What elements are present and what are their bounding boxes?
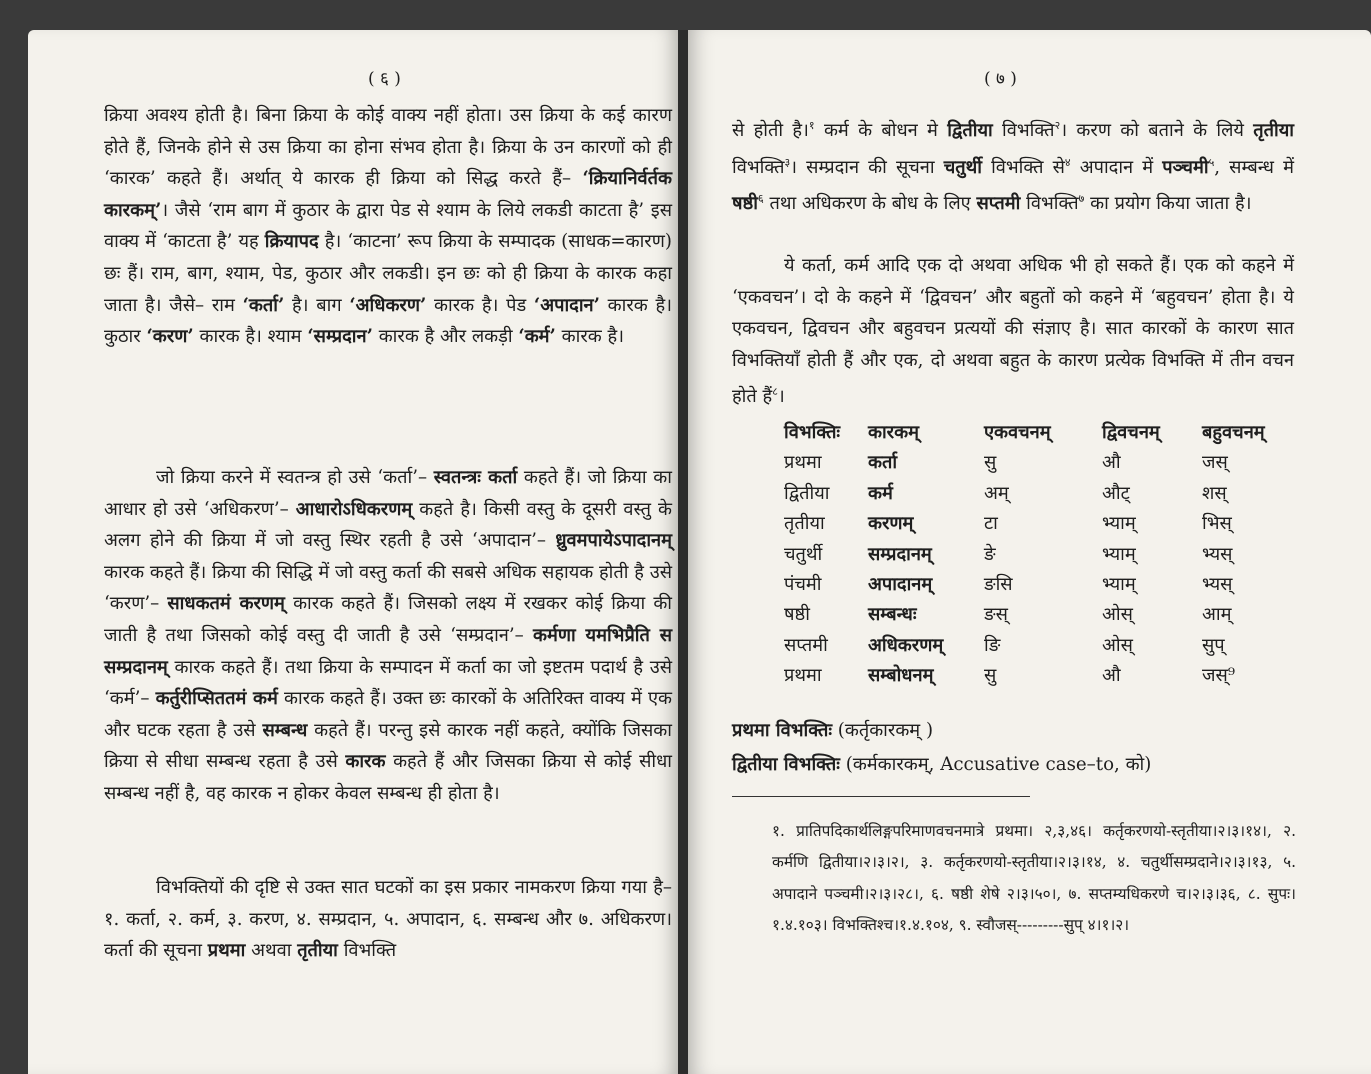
text-run: विभक्ति से (981, 156, 1065, 178)
vibhakti-table (784, 420, 1302, 694)
table-cell: प्रथमा (784, 452, 822, 474)
paragraph-karaka-intro (104, 100, 672, 353)
bold-term: आधारोऽधिकरणम् (295, 498, 413, 520)
table-cell: जस् (1202, 452, 1228, 474)
table-row (784, 511, 1302, 541)
text-run: है। ‘काटना’ रूप क्रिया के सम्पादक (साधक=कारण) छः हैं। राम, बाग, श्याम, पेड, कुठार और लकडी। इन छः को ही क्रिया के कारक कहा जाता है। जैसे– राम (104, 231, 672, 316)
right-page (688, 30, 1371, 1074)
table-cell: सम्बन्धः (868, 604, 917, 626)
text-run: विभक्ति (992, 120, 1055, 142)
table-cell: सप्तमी (784, 634, 828, 656)
text-run: कहते हैं और जिसका क्रिया से कोई सीधा सम्बन्ध नहीं है, वह कारक न होकर केवल सम्बन्ध ही होता है। (104, 751, 672, 804)
text-run: विभक्ति (732, 156, 785, 178)
text-run: कारक कहते हैं। उक्त छः कारकों के अतिरिक्त वाक्य में एक और घटक रहता है उसे (104, 688, 672, 741)
bold-term: तृतीया (1253, 120, 1294, 142)
table-cell: भ्यस् (1202, 543, 1233, 565)
text-run: कहते है। किसी वस्तु के दूसरी वस्तु के अलग होने की क्रिया में जो वस्तु स्थिर रहती है उसे ‘अपादान’– (104, 498, 673, 552)
table-cell: औ (1102, 452, 1121, 474)
left-page (28, 30, 680, 1074)
table-cell: पंचमी (784, 573, 822, 595)
table-cell: भ्याम् (1102, 513, 1136, 535)
table-header-cell: कारकम् (868, 422, 919, 443)
dvitiya-vibhakti-line (732, 752, 1151, 776)
vibhakti-label: प्रथमा विभक्तिः (732, 720, 832, 741)
table-cell: भ्याम् (1102, 543, 1136, 565)
footnote-marker: ४ (1064, 155, 1071, 169)
text-run: कारक है और लकड़ी (372, 326, 519, 348)
text-run: से होती है। (732, 120, 809, 142)
text-run: , सम्बन्ध में (1214, 156, 1294, 178)
footnote-marker: ५ (1208, 155, 1215, 169)
table-cell: औट् (1102, 482, 1130, 504)
table-cell: सम्बोधनम् (868, 665, 934, 687)
table-row (784, 572, 1302, 602)
footnote-divider (732, 796, 1030, 797)
bold-term: सप्तमी (976, 193, 1021, 215)
footnote-marker: ७ (1078, 192, 1085, 206)
text-run: कारक है। पेड (426, 294, 534, 316)
text-run: कहते हैं। जो क्रिया का आधार हो उसे ‘अधिकरण’– (104, 467, 672, 520)
table-cell: अधिकरणम् (868, 634, 944, 656)
table-cell: चतुर्थी (784, 543, 823, 565)
text-run: जो क्रिया करने में स्वतन्त्र हो उसे ‘कर्ता’– (156, 467, 434, 488)
page-number: ( ७ ) (984, 69, 1017, 89)
bold-term: द्वितीया (947, 120, 993, 142)
text-run: कारक कहते हैं। क्रिया की सिद्धि में जो वस्तु कर्ता की सबसे अधिक सहायक होती है उसे ‘करण’– (104, 561, 672, 615)
bold-term: कारक (345, 751, 386, 773)
text-run: अथवा (245, 940, 298, 962)
footnote-marker: ६ (757, 192, 764, 206)
bold-term: षष्ठी (732, 193, 758, 215)
text-run: कारक कहते हैं। जिसको लक्ष्य में रखकर कोई क्रिया की जाती है तथा जिसको कोई वस्तु दी जाती है उसे ‘सम्प्रदान’– (104, 593, 673, 646)
text-run: विभक्ति (1020, 193, 1079, 215)
text-run: ये कर्ता, कर्म आदि एक दो अथवा अधिक भी हो सकते हैं। एक को कहने में ‘एकवचन’। दो के कहने में ‘द्विवचन’ और बहुतों को कहने में ‘बहुवचन’ होता है। ये एकवचन, द्विवचन और बहुवचन प्रत्ययों की संज्ञाए है। सात कारकों के कारण सात विभक्तियाँ होती हैं और एक, दो अथवा बहुत के कारण प्रत्येक विभक्ति में तीन वचन होते हैं (732, 255, 1294, 408)
table-header-row (784, 420, 1302, 450)
table-cell: सम्प्रदानम् (868, 543, 932, 565)
text-run: तथा अधिकरण के बोध के लिए (763, 193, 977, 215)
bold-term: ‘अपादान’ (533, 294, 600, 316)
bold-term: पञ्चमी (1162, 156, 1209, 178)
vibhakti-label: द्वितीया विभक्तिः (732, 754, 840, 775)
text-run: कहते हैं। परन्तु इसे कारक नहीं कहते, क्योंकि जिसका क्रिया से सीधा सम्बन्ध रहता है उसे (104, 719, 672, 773)
table-cell: सु (984, 452, 997, 474)
table-cell: प्रथमा (784, 665, 822, 687)
text-run: विभक्तियों की दृष्टि से उक्त सात घटकों का इस प्रकार नामकरण क्रिया गया है– १. कर्ता, २. कर्म, ३. करण, ४. सम्प्रदान, ५. अपादान, ६. सम्बन्ध और ७. अधिकरण। कर्ता की सूचना (104, 877, 672, 962)
bold-term: चतुर्थी (943, 156, 982, 178)
bold-term: ‘करण’ (146, 326, 194, 348)
text-run: विभक्ति (337, 940, 397, 962)
bold-term: ‘कर्म’ (518, 326, 556, 348)
text-run: अपादान में (1070, 156, 1163, 178)
paragraph-vibhakti-naming (104, 872, 672, 967)
table-cell: टा (984, 513, 998, 535)
table-cell: ओस् (1102, 634, 1133, 656)
table-cell: ङि (984, 634, 1001, 656)
table-header-cell: द्विवचनम् (1102, 422, 1160, 443)
table-cell: ङस् (984, 604, 1008, 626)
text-run: क्रिया अवश्य होती है। बिना क्रिया के कोई वाक्य नहीं होता। उस क्रिया के कई कारण होते हैं, जिनके होने से उस क्रिया का होना संभव होता है। क्रिया के उन कारणों को ही ‘कारक’ कहते हैं। अर्थात् ये कारक ही क्रिया को सिद्ध करते हैं– (104, 105, 672, 190)
table-row (784, 450, 1302, 480)
footnote-marker: २ (1054, 119, 1061, 132)
table-cell: औ (1102, 665, 1121, 687)
table-cell: आम् (1202, 604, 1232, 626)
bold-term: ‘कर्ता’ (242, 294, 285, 316)
table-cell: सुप् (1202, 634, 1225, 656)
table-cell: ङसि (984, 573, 1013, 595)
footnotes: १. प्रातिपदिकार्थलिङ्गपरिमाणवचनमात्रे प्रथमा। २,३,४६। कर्तृकरणयो-स्तृतीया।२।३।१४।, २. कर्मणि द्वितीया।२।३।२।, ३. कर्तृकरणयो-स्तृतीया।२।३।१४, ४. चतुर्थीसम्प्रदाने।२।३।१३, ५. अपादाने पञ्चमी।२।३।२८।, ६. षष्ठी शेषे २।३।५०।, ७. सप्तम्यधिकरणे च।२।३।३६, ८. सुपः। १.४.१०३। विभक्तिश्च।१.४.१०४, ९. स्वौजस्---------सुप् ४।१।२। (772, 822, 1296, 935)
table-cell: भिस् (1202, 513, 1232, 535)
prathama-vibhakti-line (732, 718, 933, 742)
table-cell: ङे (984, 543, 996, 565)
text-run: । सम्प्रदान की सूचना (790, 156, 944, 178)
bold-term: ‘क्रियानिर्वर्तक कारकम्’ (104, 168, 672, 221)
bold-term: तृतीया (297, 940, 338, 962)
table-cell: षष्ठी (784, 604, 810, 626)
bold-term: ‘अधिकरण’ (349, 294, 427, 316)
bold-term: प्रथमा (207, 940, 246, 962)
paragraph-karaka-definitions (104, 462, 672, 810)
bold-term: कर्मणा यमभिप्रैति स सम्प्रदानम् (104, 624, 672, 678)
bold-term: ध्रुवमपायेऽपादानम् (555, 530, 672, 552)
footnote-marker: ८ (772, 385, 778, 399)
text-run: का प्रयोग किया जाता है। (1084, 193, 1252, 215)
table-cell: अम् (984, 482, 1009, 504)
footnote-marker: १ (808, 119, 815, 132)
table-cell: भ्यस् (1202, 573, 1233, 595)
table-row (784, 481, 1302, 511)
table-cell: कर्ता (868, 452, 898, 474)
bold-term: सम्बन्ध (262, 719, 308, 741)
bold-term: साधकतमं करणम् (167, 593, 285, 615)
table-row (784, 602, 1302, 632)
table-header-cell: विभक्तिः (784, 422, 841, 443)
paragraph-vibhakti-usage (732, 110, 1294, 220)
vibhakti-description: (कर्मकारकम्, Accusative case–to, को) (839, 754, 1152, 775)
table-row (784, 633, 1302, 663)
text-run: कारक है। (555, 326, 625, 348)
bold-term: स्वतन्त्रः कर्ता (433, 467, 518, 488)
table-cell: तृतीया (784, 513, 825, 535)
text-run: कारक है। श्याम (193, 326, 308, 348)
table-cell: जस्⁹ (1202, 665, 1236, 687)
table-cell: शस् (1202, 482, 1227, 504)
table-cell: करणम् (868, 513, 914, 535)
table-cell: द्वितीया (784, 482, 830, 504)
text-run: । (777, 386, 785, 408)
table-header-cell: एकवचनम् (984, 422, 1051, 443)
bold-term: ‘सम्प्रदान’ (307, 326, 373, 348)
text-run: है। बाग (284, 294, 350, 316)
text-run: कारक कहते हैं। तथा क्रिया के सम्पादन में कर्ता का जो इष्टतम पदार्थ है उसे ‘कर्म’– (104, 656, 672, 710)
page-number: ( ६ ) (368, 69, 401, 89)
paragraph-vachana (732, 250, 1294, 413)
table-cell: कर्म (868, 482, 893, 504)
footnote-marker: ३ (784, 155, 791, 169)
table-cell: अपादानम् (868, 573, 933, 595)
table-cell: सु (984, 665, 997, 687)
text-run: कर्म के बोधन मे (814, 120, 948, 142)
table-cell: भ्याम् (1102, 573, 1136, 595)
table-row (784, 663, 1302, 693)
bold-term: कर्तुरीप्सिततमं कर्म (155, 688, 278, 710)
text-run: कारक है। कुठार (104, 294, 673, 348)
bold-term: क्रियापद (264, 231, 319, 253)
text-run: । जैसे ‘राम बाग में कुठार के द्वारा पेड से श्याम के लिये लकडी काटता है’ इस वाक्य में ‘काटता है’ यह (104, 199, 672, 253)
table-header-cell: बहुवचनम् (1202, 422, 1265, 443)
table-cell: ओस् (1102, 604, 1133, 626)
text-run: । करण को बताने के लिये (1060, 120, 1254, 142)
vibhakti-description: (कर्तृकारकम् ) (832, 720, 934, 741)
table-row (784, 542, 1302, 572)
